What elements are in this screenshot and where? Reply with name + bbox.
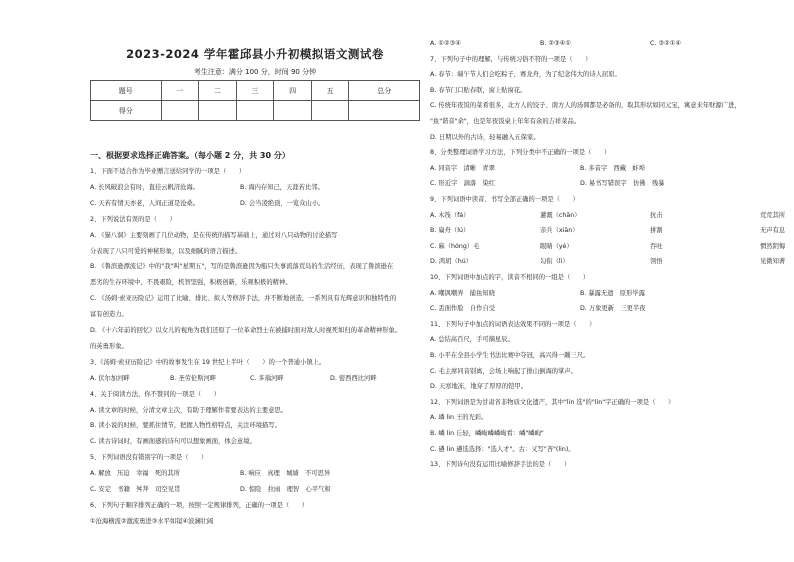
answer-option: A. 木筏（fá）: [430, 211, 470, 219]
score-header-cell: 一: [161, 81, 199, 101]
score-cell: [274, 101, 312, 121]
answer-line: A. 璘 lin 王的光彩。: [430, 414, 488, 422]
answer-options-row: [430, 180, 715, 188]
question-text: 2、下列说法有误的是（ ）: [90, 215, 176, 223]
score-table: [90, 80, 420, 121]
answer-option: A. ①②③④: [430, 40, 461, 47]
answer-line: A. 总结高百尺，手可摘星辰。: [430, 336, 514, 344]
answer-option: D. 鸿胡（hú）: [430, 258, 473, 266]
answer-option: A. 同音字 清晰 青翠: [430, 164, 495, 172]
answer-option: 眼睛（yè）: [540, 242, 573, 250]
answer-line: C. 《汤姆·索亚历险记》运用了比喻、排比、拟人等修辞手法，并不断地创造，一系列具有光辉意识和独特性的: [90, 295, 397, 303]
section-heading: 一、根据要求选择正确答案。（每小题 2 分，共 30 分）: [90, 151, 290, 160]
answer-option: 灌溉（chān）: [540, 211, 581, 219]
answer-option: 领悟: [650, 258, 663, 266]
answer-line: B. 嶙 lin 丘轻，嶙峋嶙嶙峋看：嶙"嶙峋": [430, 430, 544, 437]
answer-option: B. 扁舟（lú）: [430, 227, 470, 235]
answer-options-row: [90, 200, 390, 208]
answer-option: B. 海内存知己，天涯若比邻。: [240, 183, 324, 191]
score-header-cell: 四: [274, 81, 312, 101]
answer-line: A. 读文章的时候，分清文章主次，有助于理解作者要表达的主要意思。: [90, 406, 288, 414]
score-header-cell: 五: [311, 81, 349, 101]
answer-option: A. 嘲讽嘲弄 捕鱼知晓: [430, 289, 495, 297]
score-header-cell: 二: [199, 81, 237, 101]
answer-option: C. 形近字 滴落 染红: [430, 180, 496, 188]
answer-option: D. 惊险 拉雨 理智 心平气和: [240, 486, 331, 493]
answer-option: D. 会当凌绝顶，一览众山小。: [240, 199, 325, 207]
score-cell: [236, 101, 274, 121]
answer-option: B. 响应 真理 城墙 不可思异: [240, 470, 331, 478]
answer-options-row: [430, 290, 715, 298]
score-row-label: 得分: [91, 101, 162, 121]
question-text: 9、下列词语中读音、书写全部正确的一项是（ ）: [430, 196, 579, 203]
answer-option: 抗击: [650, 211, 663, 219]
exam-note: 考生注意：满分 100 分，时间 90 分钟: [193, 68, 317, 76]
answer-option: C. 天若有情天亦老，人间正道是沧桑。: [90, 199, 200, 207]
answer-options-row: [90, 470, 390, 478]
answer-option: 见微知著: [760, 258, 786, 266]
answer-option: 拼割: [650, 227, 663, 235]
answer-line: C. 遴 lin 遴选选择："选人才"。古：又写"吝"(lin)。: [430, 445, 575, 453]
question-text: 3、《汤姆·索亚历险记》中的故事发生在 19 世纪上半叶（ ）的一个普通小镇上。: [90, 358, 326, 366]
score-table-header-row: [91, 81, 420, 101]
answer-line: B. 春节门口贴春联，窗上贴窗花。: [430, 86, 527, 94]
score-cell: [311, 101, 349, 121]
score-header-cell: 三: [236, 81, 274, 101]
answer-options-row: [430, 305, 715, 313]
answer-option: 惘然阴悔: [760, 242, 786, 250]
score-header-cell: 题号: [91, 81, 162, 101]
score-cell: [199, 101, 237, 121]
answer-line: C. 毛主席同音别离，会场上响起了排山倒海的掌声。: [430, 367, 577, 375]
question-text: 11、下列句子中加点的词语表达效果不同的一项是（ ）: [430, 320, 596, 328]
answer-option: B. 多音字 西藏 蚌埠: [580, 164, 645, 172]
answer-option: B. 圣劳伦斯河畔: [170, 374, 217, 382]
question-text: 5、下列词语没有错别字的一项是（ ）: [90, 454, 208, 462]
answer-option: C. 安定 书籍 舛拜 司空见贯: [90, 486, 181, 493]
answer-line: B. 《鲁滨逊漂流记》中的"我"叫"星期五"，写的是鲁滨逊因为船只失事流落荒岛的生活经历，表现了鲁滨逊在: [90, 263, 394, 271]
answer-line: ①沧海横流②激流勇进③水平如镜④波澜壮阔: [90, 517, 214, 525]
answer-options-row: [90, 184, 390, 192]
answer-option: 荒荒其所: [760, 211, 786, 219]
answer-options-row: [430, 165, 715, 173]
question-text: 10、下列词语中加点的字，读音不相同的一组是（ ）: [430, 274, 590, 281]
answer-option: 无声有息: [760, 227, 786, 235]
answer-line: C. 读古诗词时，有画面感的诗句可以想象画面，体会意境。: [90, 438, 256, 446]
answer-line: 的英勇形象。: [90, 342, 128, 350]
answer-line: D. 日期以外的古诗，轻易融入五保家。: [430, 133, 540, 141]
score-header-cell: 总分: [349, 81, 420, 101]
answer-options-row: [90, 375, 410, 383]
answer-option: C. 丢面作脸 自作自受: [430, 305, 496, 313]
answer-options-row: [430, 211, 786, 220]
answer-option: D. 易书写错误字 仿佛 残暴: [580, 180, 665, 188]
answer-line: "鱼"谐音"余"，也是年夜饭桌上年年有余的吉祥菜品。: [430, 118, 581, 125]
score-cell: [349, 101, 420, 121]
answer-option: B. 暴露无遗 原形毕露: [580, 289, 645, 297]
answer-options-row: [430, 258, 786, 266]
answer-option: C. 麻（hóng）毛: [430, 242, 480, 250]
answer-line: C. 传统年夜饭的菜肴很多，北方人的饺子、南方人的汤圆都是必备的，取其形状如同元宝，寓意来年财源广进，: [430, 102, 741, 110]
question-text: 4、关于阅读方法，你不赞同的一项是（ ）: [90, 390, 220, 398]
answer-line: D. 《十六年前的回忆》以女儿的视角为我们还原了一位革命烈士在被捕时面对敌人时视死如归的革命精神形象。: [90, 327, 402, 334]
answer-options-row: [90, 486, 390, 494]
answer-line: 恶劣的生存环境中，不畏艰险，机智坚强，积极创新，乐观积极的精神。: [90, 279, 292, 287]
question-text: 8、分类整理词语学习方法，下列分类中不正确的一项是（ ）: [430, 149, 611, 157]
question-text: 13、下列诗句没有运用比喻修辞手法的是（ ）: [430, 461, 571, 469]
answer-option: C. ③②①④: [650, 40, 681, 47]
answer-options-row: [430, 242, 786, 251]
question-text: 7、下列句子中的理解，与传统习俗不符的一项是（ ）: [430, 55, 592, 63]
answer-option: 吞吐: [650, 242, 663, 250]
answer-line: A. 《猫八洞》主要刻画了几位动物，是在传统的描写基础上，通过对八只动物的讨论描写: [90, 231, 338, 239]
score-cell: [161, 101, 199, 121]
question-text: 6、下列句子顺序排列正确的一项，按照一定规律排列，正确的一项是（ ）: [90, 501, 309, 509]
answer-line: B. 小平在全县小学生书法比赛中夺冠，高兴得一蹦三尺。: [430, 352, 590, 359]
answer-option: A. 解放 压迫 幸福 死的其所: [90, 470, 181, 478]
answer-option: C. 多瑙河畔: [250, 374, 284, 382]
answer-line: B. 读小说的时候，要抓住情节，把握人物性格特点，关注环境描写。: [90, 422, 281, 430]
answer-option: 亲兵（xiān）: [540, 227, 579, 235]
score-table-score-row: [91, 101, 420, 121]
answer-options-row: [430, 40, 715, 48]
question-text: 12、下列词语是为甘肃省非物质文化遗产，其中"lin 选"的"lin"字正确的一项是（ ）: [430, 398, 675, 406]
answer-option: 勾衔（lì）: [540, 258, 569, 266]
answer-option: B. ②③④①: [540, 40, 571, 47]
answer-option: D. 密西西比河畔: [330, 374, 377, 382]
answer-option: A. 伏尔加河畔: [90, 374, 130, 382]
answer-option: D. 万象更新 三更半夜: [580, 305, 646, 313]
answer-line: A. 春节：端午节人们会吃粽子，赛龙舟，为了纪念伟大的诗人屈原。: [430, 71, 621, 79]
answer-line: 分表现了八只可爱的神秘形象，以及细腻的语言描述。: [90, 247, 242, 255]
question-text: 1、下面不适合作为毕业赠言送给同学的一项是（ ）: [90, 168, 246, 175]
answer-options-row: [430, 227, 786, 235]
answer-line: 富有创造力。: [90, 311, 128, 319]
answer-line: D. 天寒地冻，地穿了厚厚的铠甲。: [430, 383, 528, 391]
answer-option: A. 长风破浪会有时，直挂云帆济沧海。: [90, 183, 199, 191]
exam-title: 2023-2024 学年霍邱县小升初模拟语文测试卷: [126, 47, 384, 61]
